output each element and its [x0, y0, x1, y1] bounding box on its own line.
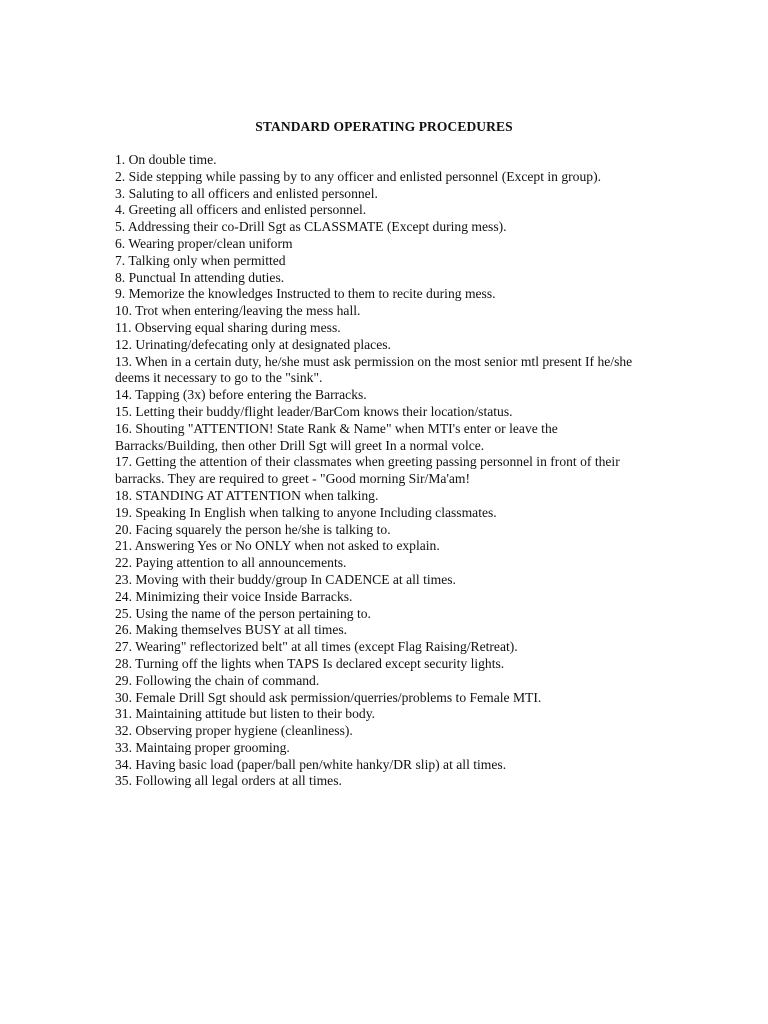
procedure-item: 13. When in a certain duty, he/she must ask permission on the most senior mtl present If he/she deems it necessary to go to the "sink". — [115, 353, 633, 386]
procedure-item: 6. Wearing proper/clean uniform — [115, 235, 293, 251]
document-title: STANDARD OPERATING PROCEDURES — [255, 119, 513, 134]
procedure-item: 28. Turning off the lights when TAPS Is declared except security lights. — [115, 655, 505, 671]
procedure-item: 10. Trot when entering/leaving the mess hall. — [115, 303, 361, 319]
procedure-item: 20. Facing squarely the person he/she is talking to. — [115, 521, 391, 537]
procedure-item: 18. STANDING AT ATTENTION when talking. — [115, 487, 379, 503]
procedure-item: 32. Observing proper hygiene (cleanliness). — [115, 723, 353, 739]
procedure-item: 19. Speaking In English when talking to anyone Including classmates. — [115, 504, 497, 520]
procedure-item: 5. Addressing their co-Drill Sgt as CLASSMATE (Except during mess). — [115, 219, 507, 235]
procedure-item: 34. Having basic load (paper/ball pen/white hanky/DR slip) at all times. — [115, 756, 507, 772]
procedure-item: 9. Memorize the knowledges Instructed to them to recite during mess. — [115, 286, 496, 302]
procedure-item: 30. Female Drill Sgt should ask permission/querries/problems to Female MTI. — [115, 689, 542, 705]
procedure-item: 23. Moving with their buddy/group In CADENCE at all times. — [115, 571, 456, 587]
procedure-item: 26. Making themselves BUSY at all times. — [115, 622, 348, 638]
procedure-item: 33. Maintaing proper grooming. — [115, 739, 290, 755]
procedure-item: 21. Answering Yes or No ONLY when not asked to explain. — [115, 538, 440, 554]
procedure-item: 4. Greeting all officers and enlisted personnel. — [115, 202, 367, 218]
procedure-item: 14. Tapping (3x) before entering the Barracks. — [115, 387, 367, 403]
procedure-item: 31. Maintaining attitude but listen to their body. — [115, 706, 376, 722]
procedure-item: 3. Saluting to all officers and enlisted personnel. — [115, 185, 378, 201]
procedure-item: 17. Getting the attention of their classmates when greeting passing personnel in front of their barracks. They are required to greet - "Good morning Sir/Ma'am! — [115, 454, 620, 487]
procedure-item: 25. Using the name of the person pertaining to. — [115, 605, 371, 621]
procedure-item: 8. Punctual In attending duties. — [115, 269, 285, 285]
procedure-item: 12. Urinating/defecating only at designated places. — [115, 336, 391, 352]
procedure-item: 1. On double time. — [115, 152, 217, 167]
procedure-item: 22. Paying attention to all announcements. — [115, 555, 347, 571]
procedure-item: 2. Side stepping while passing by to any officer and enlisted personnel (Except in group). — [115, 168, 601, 184]
procedure-item: 11. Observing equal sharing during mess. — [115, 319, 341, 335]
procedure-item: 24. Minimizing their voice Inside Barracks. — [115, 588, 353, 604]
procedure-item: 29. Following the chain of command. — [115, 672, 320, 688]
procedure-item: 16. Shouting "ATTENTION! State Rank & Name" when MTI's enter or leave the Barracks/Building, then other Drill Sgt will greet In a normal volce. — [115, 420, 558, 453]
procedure-list — [115, 152, 655, 790]
procedure-item: 7. Talking only when permitted — [115, 252, 286, 268]
procedure-item: 27. Wearing" reflectorized belt" at all times (except Flag Raising/Retreat). — [115, 639, 518, 655]
procedure-item: 35. Following all legal orders at all times. — [115, 773, 342, 789]
procedure-item: 15. Letting their buddy/flight leader/BarCom knows their location/status. — [115, 403, 513, 419]
